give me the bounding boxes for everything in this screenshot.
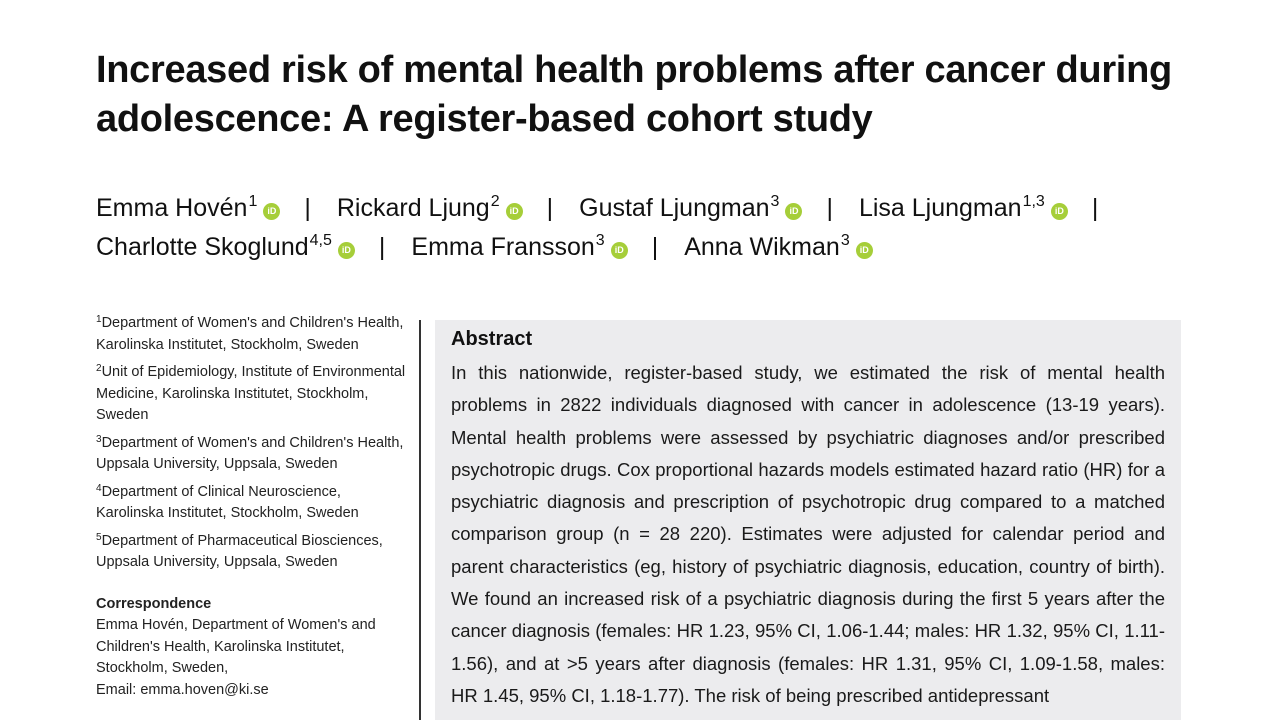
author-separator: | <box>378 233 386 261</box>
author-separator: | <box>651 233 659 261</box>
affiliation-text: Department of Pharmaceutical Biosciences, Uppsala University, Uppsala, Sweden <box>96 532 383 570</box>
correspondence-text: Emma Hovén, Department of Women's and Children's Health, Karolinska Institutet, Stockholm, Sweden, <box>96 617 376 676</box>
affiliation-marker: 5 <box>96 531 102 543</box>
author-separator: | <box>1091 194 1099 222</box>
abstract-box <box>435 320 1181 720</box>
affiliation-5 <box>96 531 408 574</box>
affiliation-marker: 4 <box>96 482 102 494</box>
author-5 <box>96 233 355 261</box>
correspondence-email[interactable]: Email: emma.hoven@ki.se <box>96 681 269 698</box>
orcid-icon[interactable]: iD <box>338 242 355 259</box>
author-name: Charlotte Skoglund <box>96 233 309 261</box>
abstract-text: In this nationwide, register-based study, we estimated the risk of mental health problems in 2822 individuals diagnosed with cancer in adolescence (13-19 years). Mental health problems were assessed by psychiatric diagnoses and/or prescribed psychotropic drugs. Cox proportional hazards models estimated hazard ratio (HR) for a psychiatric diagnosis and prescription of psychotropic drug compared to a matched comparison group (n = 28 220). Estimates were adjusted for calendar period and parent characteristics (eg, history of psychiatric diagnosis, education, country of birth). We found an increased risk of a psychiatric diagnosis during the first 5 years after the cancer diagnosis (females: HR 1.23, 95% CI, 1.06-1.44; males: HR 1.32, 95% CI, 1.11-1.56), and at >5 years after diagnosis (females: HR 1.31, 95% CI, 1.09-1.58, males: HR 1.45, 95% CI, 1.18-1.77). The risk of being prescribed antidepressant <box>451 362 1165 706</box>
author-name: Anna Wikman <box>684 233 840 261</box>
author-6 <box>411 233 627 261</box>
orcid-icon[interactable]: iD <box>1051 203 1068 220</box>
affiliation-text: Unit of Epidemiology, Institute of Environmental Medicine, Karolinska Institutet, Stockholm, Sweden <box>96 364 406 423</box>
author-list <box>96 189 1206 267</box>
correspondence-heading: Correspondence <box>96 595 212 612</box>
orcid-icon[interactable]: iD <box>785 203 802 220</box>
orcid-icon[interactable]: iD <box>263 203 280 220</box>
affiliation-marker: 1 <box>96 314 102 325</box>
author-3 <box>579 194 802 222</box>
affiliation-4 <box>96 482 408 525</box>
author-affiliation-marker: 2 <box>490 193 500 210</box>
author-separator: | <box>546 194 554 222</box>
author-affiliation-marker: 1 <box>248 193 258 210</box>
author-separator: | <box>826 194 833 222</box>
affiliation-text: Department of Women's and Children's Health, Karolinska Institutet, Stockholm, Sweden <box>96 315 404 353</box>
author-2 <box>337 194 523 222</box>
author-name: Rickard Ljung <box>336 194 490 222</box>
author-name: Emma Hovén <box>96 194 248 222</box>
affiliations-column <box>96 313 408 701</box>
author-name: Lisa Ljungman <box>858 194 1022 222</box>
author-1 <box>96 194 280 222</box>
author-name: Emma Fransson <box>411 233 595 261</box>
author-separator: | <box>304 194 311 222</box>
affiliation-3 <box>96 433 408 476</box>
affiliation-1 <box>96 313 408 356</box>
author-4 <box>859 194 1068 222</box>
orcid-icon[interactable]: iD <box>856 242 873 259</box>
orcid-icon[interactable]: iD <box>611 242 628 259</box>
author-affiliation-marker: 4,5 <box>309 232 332 249</box>
author-affiliation-marker: 3 <box>840 232 850 249</box>
author-name: Gustaf Ljungman <box>579 194 770 222</box>
column-divider <box>419 320 421 720</box>
orcid-icon[interactable]: iD <box>506 203 523 220</box>
affiliation-text: Department of Clinical Neuroscience, Karolinska Institutet, Stockholm, Sweden <box>96 483 359 521</box>
author-affiliation-marker: 3 <box>595 232 605 249</box>
author-7 <box>684 233 873 261</box>
affiliation-2 <box>96 362 408 427</box>
affiliation-text: Department of Women's and Children's Health, Uppsala University, Uppsala, Sweden <box>96 434 404 472</box>
author-affiliation-marker: 3 <box>770 193 780 210</box>
author-affiliation-marker: 1,3 <box>1022 193 1045 210</box>
abstract-heading: Abstract <box>451 328 533 350</box>
article-title: Increased risk of mental health problems after cancer during adolescence: A register-based cohort study <box>96 49 1172 140</box>
affiliation-marker: 2 <box>96 363 102 374</box>
affiliation-marker: 3 <box>96 433 102 445</box>
